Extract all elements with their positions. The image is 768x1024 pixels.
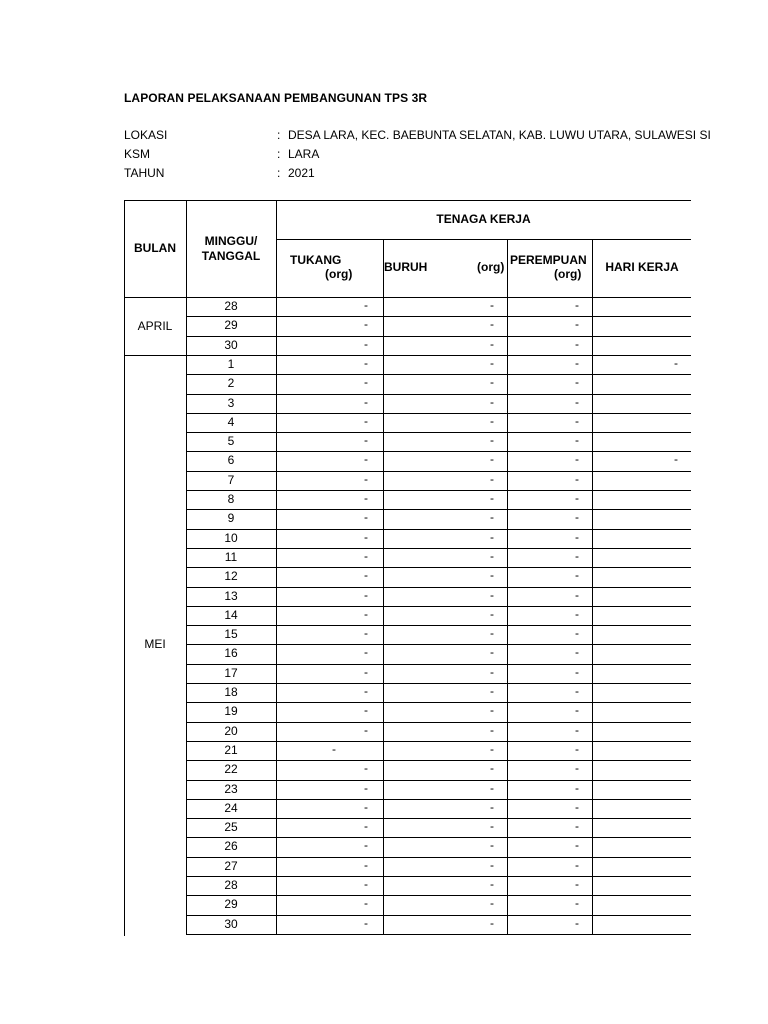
header-buruh: BURUH (384, 260, 428, 274)
month-label-april: APRIL (137, 319, 173, 333)
info-key: LOKASI (124, 128, 168, 142)
table-cell-tukang: - (364, 530, 368, 544)
table-cell-perempuan: - (575, 916, 579, 930)
table-cell-tukang: - (364, 761, 368, 775)
table-cell-perempuan: - (575, 433, 579, 447)
table-cell-tukang: - (364, 375, 368, 389)
table-cell-tukang: - (364, 568, 368, 582)
info-value: DESA LARA, KEC. BAEBUNTA SELATAN, KAB. LUWU UTARA, SULAWESI SI (288, 128, 711, 142)
table-cell-tukang: - (364, 703, 368, 717)
table-cell-buruh: - (490, 472, 494, 486)
header-perempuan: PEREMPUAN (510, 253, 587, 267)
table-cell-buruh: - (490, 356, 494, 370)
row-line (186, 934, 691, 935)
table-cell-perempuan: - (575, 800, 579, 814)
table-cell-tukang: - (364, 916, 368, 930)
table-cell-buruh: - (490, 703, 494, 717)
table-cell-perempuan: - (575, 819, 579, 833)
table-cell-tanggal: 29 (224, 897, 238, 911)
row-line (186, 818, 691, 819)
table-cell-tukang: - (364, 452, 368, 466)
table-cell-tukang: - (364, 414, 368, 428)
row-line (186, 625, 691, 626)
row-line (186, 336, 691, 337)
table-cell-tanggal: 8 (227, 492, 235, 506)
table-cell-perempuan: - (575, 549, 579, 563)
table-cell-tukang: - (364, 472, 368, 486)
table-cell-tanggal: 14 (224, 608, 238, 622)
subheader-line (276, 239, 691, 240)
row-line (186, 567, 691, 568)
table-cell-perempuan: - (575, 356, 579, 370)
table-cell-perempuan: - (575, 568, 579, 582)
table-cell-perempuan: - (575, 298, 579, 312)
row-line (186, 471, 691, 472)
table-cell-buruh: - (490, 916, 494, 930)
table-cell-perempuan: - (575, 781, 579, 795)
info-value: LARA (288, 147, 320, 161)
month-label-mei: MEI (144, 637, 166, 651)
table-cell-perempuan: - (575, 491, 579, 505)
table-cell-perempuan: - (575, 723, 579, 737)
header-buruh-unit: (org) (477, 260, 505, 274)
table-cell-buruh: - (490, 491, 494, 505)
table-cell-perempuan: - (575, 838, 579, 852)
table-cell-tanggal: 28 (224, 299, 238, 313)
table-cell-perempuan: - (575, 896, 579, 910)
table-cell-tanggal: 6 (227, 453, 235, 467)
table-cell-perempuan: - (575, 317, 579, 331)
table-cell-tukang: - (364, 723, 368, 737)
info-colon: : (277, 147, 281, 161)
table-cell-tanggal: 13 (224, 589, 238, 603)
table-cell-tukang: - (364, 838, 368, 852)
header-tenaga-kerja: TENAGA KERJA (436, 212, 531, 226)
table-cell-buruh: - (490, 800, 494, 814)
table-cell-tanggal: 30 (224, 338, 238, 352)
table-cell-tanggal: 27 (224, 859, 238, 873)
row-line (186, 587, 691, 588)
table-cell-perempuan: - (575, 337, 579, 351)
row-line (186, 722, 691, 723)
info-value: 2021 (288, 166, 315, 180)
table-cell-tanggal: 30 (224, 917, 238, 931)
table-cell-tanggal: 11 (224, 550, 238, 564)
row-line (186, 664, 691, 665)
report-title: LAPORAN PELAKSANAAN PEMBANGUNAN TPS 3R (124, 91, 428, 105)
table-cell-tukang: - (364, 684, 368, 698)
table-cell-hari-kerja: - (674, 356, 678, 370)
table-cell-buruh: - (490, 819, 494, 833)
table-cell-tukang: - (364, 510, 368, 524)
row-line (186, 432, 691, 433)
table-cell-perempuan: - (575, 684, 579, 698)
table-cell-buruh: - (490, 723, 494, 737)
table-cell-tukang: - (364, 877, 368, 891)
table-cell-perempuan: - (575, 472, 579, 486)
table-cell-tukang: - (332, 742, 336, 756)
table-cell-tanggal: 17 (224, 666, 238, 680)
table-cell-buruh: - (490, 375, 494, 389)
table-cell-tukang: - (364, 896, 368, 910)
row-line (186, 644, 691, 645)
table-cell-perempuan: - (575, 375, 579, 389)
table-cell-tukang: - (364, 433, 368, 447)
table-cell-buruh: - (490, 337, 494, 351)
table-cell-tanggal: 15 (224, 627, 238, 641)
table-cell-tanggal: 20 (224, 724, 238, 738)
table-cell-perempuan: - (575, 607, 579, 621)
table-cell-tukang: - (364, 626, 368, 640)
table-cell-tanggal: 22 (224, 762, 238, 776)
info-colon: : (277, 166, 281, 180)
table-cell-buruh: - (490, 433, 494, 447)
table-cell-buruh: - (490, 645, 494, 659)
row-line (186, 509, 691, 510)
table-cell-perempuan: - (575, 626, 579, 640)
table-cell-perempuan: - (575, 588, 579, 602)
table-cell-tanggal: 7 (227, 473, 235, 487)
table-cell-tukang: - (364, 395, 368, 409)
table-cell-buruh: - (490, 530, 494, 544)
table-cell-buruh: - (490, 549, 494, 563)
row-line (186, 799, 691, 800)
info-key: KSM (124, 147, 151, 161)
row-line (186, 780, 691, 781)
row-line (186, 857, 691, 858)
table-cell-buruh: - (490, 510, 494, 524)
table-cell-tanggal: 2 (227, 376, 235, 390)
table-cell-buruh: - (490, 317, 494, 331)
table-cell-tukang: - (364, 491, 368, 505)
table-cell-tukang: - (364, 819, 368, 833)
row-line (186, 876, 691, 877)
table-cell-tanggal: 5 (227, 434, 235, 448)
table-cell-tukang: - (364, 588, 368, 602)
table-cell-buruh: - (490, 395, 494, 409)
table-cell-perempuan: - (575, 858, 579, 872)
table-cell-buruh: - (490, 626, 494, 640)
table-cell-buruh: - (490, 665, 494, 679)
table-cell-buruh: - (490, 858, 494, 872)
table-cell-tukang: - (364, 800, 368, 814)
header-perempuan-unit: (org) (554, 267, 582, 281)
table-cell-tukang: - (364, 607, 368, 621)
header-tukang-unit: (org) (325, 267, 353, 281)
table-cell-buruh: - (490, 684, 494, 698)
table-cell-buruh: - (490, 781, 494, 795)
table-cell-buruh: - (490, 607, 494, 621)
table-cell-tukang: - (364, 645, 368, 659)
table-cell-tukang: - (364, 549, 368, 563)
table-cell-tanggal: 21 (224, 743, 238, 757)
table-cell-tanggal: 9 (227, 511, 235, 525)
table-cell-tanggal: 18 (224, 685, 238, 699)
table-cell-buruh: - (490, 877, 494, 891)
table-cell-tanggal: 1 (227, 357, 235, 371)
table-cell-tanggal: 4 (227, 415, 235, 429)
table-cell-perempuan: - (575, 395, 579, 409)
table-cell-buruh: - (490, 568, 494, 582)
table-cell-perempuan: - (575, 452, 579, 466)
info-key: TAHUN (124, 166, 165, 180)
table-cell-tanggal: 23 (224, 782, 238, 796)
table-cell-buruh: - (490, 838, 494, 852)
row-line (186, 490, 691, 491)
table-cell-hari-kerja: - (674, 452, 678, 466)
table-cell-tanggal: 29 (224, 318, 238, 332)
header-tanggal: TANGGAL (201, 249, 261, 263)
table-cell-perempuan: - (575, 510, 579, 524)
row-line (186, 316, 691, 317)
table-cell-tanggal: 12 (224, 569, 238, 583)
table-cell-tukang: - (364, 317, 368, 331)
row-line (186, 915, 691, 916)
header-tukang: TUKANG (290, 253, 342, 267)
row-line (186, 374, 691, 375)
row-line (186, 760, 691, 761)
table-cell-tukang: - (364, 781, 368, 795)
header-hari-kerja: HARI KERJA (605, 260, 679, 274)
table-top-border (124, 200, 691, 201)
table-cell-perempuan: - (575, 645, 579, 659)
table-cell-buruh: - (490, 896, 494, 910)
row-line (186, 548, 691, 549)
row-line (186, 529, 691, 530)
table-cell-tanggal: 24 (224, 801, 238, 815)
table-cell-tanggal: 26 (224, 839, 238, 853)
table-cell-tukang: - (364, 665, 368, 679)
table-cell-tukang: - (364, 858, 368, 872)
table-cell-buruh: - (490, 761, 494, 775)
row-line (186, 413, 691, 414)
table-cell-tanggal: 3 (227, 396, 235, 410)
table-cell-perempuan: - (575, 703, 579, 717)
table-cell-perempuan: - (575, 761, 579, 775)
row-line (186, 837, 691, 838)
table-cell-tukang: - (364, 356, 368, 370)
table-cell-tanggal: 28 (224, 878, 238, 892)
table-cell-tukang: - (364, 298, 368, 312)
header-bottom-line (124, 297, 691, 298)
table-cell-perempuan: - (575, 742, 579, 756)
table-cell-tanggal: 16 (224, 646, 238, 660)
table-cell-buruh: - (490, 588, 494, 602)
table-cell-buruh: - (490, 452, 494, 466)
table-cell-perempuan: - (575, 877, 579, 891)
header-minggu: MINGGU/ (204, 234, 258, 248)
table-cell-tukang: - (364, 337, 368, 351)
table-cell-tanggal: 25 (224, 820, 238, 834)
row-line (186, 702, 691, 703)
row-line (186, 683, 691, 684)
row-line (186, 606, 691, 607)
table-cell-buruh: - (490, 414, 494, 428)
row-line (186, 895, 691, 896)
table-cell-perempuan: - (575, 530, 579, 544)
row-line (186, 451, 691, 452)
row-line (186, 741, 691, 742)
table-cell-tanggal: 10 (224, 531, 238, 545)
labor-report-table (124, 200, 691, 939)
table-cell-perempuan: - (575, 414, 579, 428)
table-cell-tanggal: 19 (224, 704, 238, 718)
header-bulan: BULAN (134, 241, 176, 255)
table-cell-buruh: - (490, 298, 494, 312)
table-cell-perempuan: - (575, 665, 579, 679)
table-cell-buruh: - (490, 742, 494, 756)
info-colon: : (277, 128, 281, 142)
row-line (186, 355, 691, 356)
table-left-border (124, 200, 125, 936)
row-line (186, 394, 691, 395)
